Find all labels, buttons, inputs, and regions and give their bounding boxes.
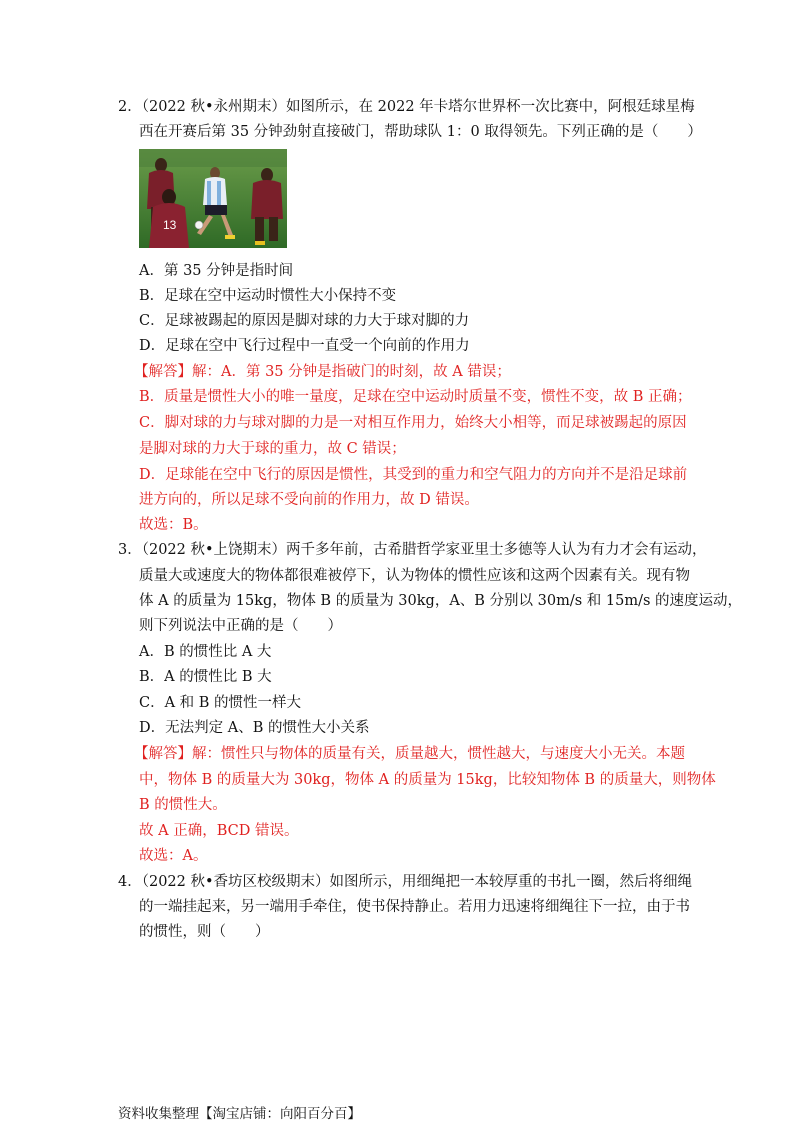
q2-answer-line-6: 进方向的，所以足球不受向前的作用力，故 D 错误。 — [139, 492, 479, 508]
q2-answer-line-4: 是脚对球的力大于球的重力，故 C 错误； — [139, 441, 406, 457]
q3-option-a: A．B 的惯性比 A 大 — [139, 644, 272, 660]
q2-option-b: B．足球在空中运动时惯性大小保持不变 — [139, 288, 397, 304]
q2-answer-line-5: D．足球能在空中飞行的原因是惯性，其受到的重力和空气阻力的方向并不是沿足球前 — [139, 467, 688, 483]
q3-answer-line-2: 中，物体 B 的质量大为 30kg，物体 A 的质量为 15kg，比较知物体 B 的质量大，则物体 — [139, 772, 716, 788]
q3-answer-final: 故选：A。 — [139, 848, 208, 864]
q4-stem-line-1: 4．（2022 秋•香坊区校级期末）如图所示，用细绳把一本较厚重的书扎一圈，然后将细绳 — [118, 874, 693, 890]
q3-answer-line-4: 故 A 正确，BCD 错误。 — [139, 823, 299, 839]
q2-stem-line-1: 2．（2022 秋•永州期末）如图所示，在 2022 年卡塔尔世界杯一次比赛中，阿根廷球星梅 — [118, 99, 695, 115]
q2-answer-line-1: 【解答】解：A．第 35 分钟是指破门的时刻，故 A 错误； — [134, 364, 511, 380]
q4-stem-line-3: 的惯性，则（ ） — [139, 924, 270, 940]
soccer-match-photo — [139, 149, 287, 248]
q3-stem-line-2: 质量大或速度大的物体都很难被停下，认为物体的惯性应该和这两个因素有关。现有物 — [139, 568, 690, 584]
q3-option-d: D．无法判定 A、B 的惯性大小关系 — [139, 720, 370, 736]
q2-stem-line-2: 西在开赛后第 35 分钟劲射直接破门，帮助球队 1：0 取得领先。下列正确的是（ ） — [139, 124, 702, 140]
q3-answer-line-1: 【解答】解：惯性只与物体的质量有关，质量越大，惯性越大，与速度大小无关。本题 — [134, 746, 685, 762]
q3-stem-line-3: 体 A 的质量为 15kg，物体 B 的质量为 30kg，A、B 分别以 30m/s 和 15m/s 的速度运动， — [139, 593, 743, 609]
q2-option-a: A．第 35 分钟是指时间 — [139, 263, 294, 279]
q2-answer-line-3: C．脚对球的力与球对脚的力是一对相互作用力，始终大小相等，而足球被踢起的原因 — [139, 415, 687, 431]
q2-option-d: D．足球在空中飞行过程中一直受一个向前的作用力 — [139, 338, 470, 354]
q3-stem-line-4: 则下列说法中正确的是（ ） — [139, 618, 342, 634]
q3-answer-line-3: B 的惯性大。 — [139, 797, 227, 813]
page-footer: 资料收集整理【淘宝店铺：向阳百分百】 — [118, 1106, 361, 1122]
q3-stem-line-1: 3．（2022 秋•上饶期末）两千多年前，古希腊哲学家亚里士多德等人认为有力才会有运动， — [118, 542, 707, 558]
q4-stem-line-2: 的一端挂起来，另一端用手牵住，使书保持静止。若用力迅速将细绳往下一拉，由于书 — [139, 899, 690, 915]
soccer-photo-illustration — [139, 149, 287, 248]
svg-text:13: 13 — [163, 218, 177, 232]
q2-answer-line-2: B．质量是惯性大小的唯一量度，足球在空中运动时质量不变，惯性不变，故 B 正确； — [139, 389, 692, 405]
q3-option-b: B．A 的惯性比 B 大 — [139, 669, 272, 685]
q3-option-c: C．A 和 B 的惯性一样大 — [139, 695, 302, 711]
q2-answer-final: 故选：B。 — [139, 517, 208, 533]
q2-option-c: C．足球被踢起的原因是脚对球的力大于球对脚的力 — [139, 313, 470, 329]
